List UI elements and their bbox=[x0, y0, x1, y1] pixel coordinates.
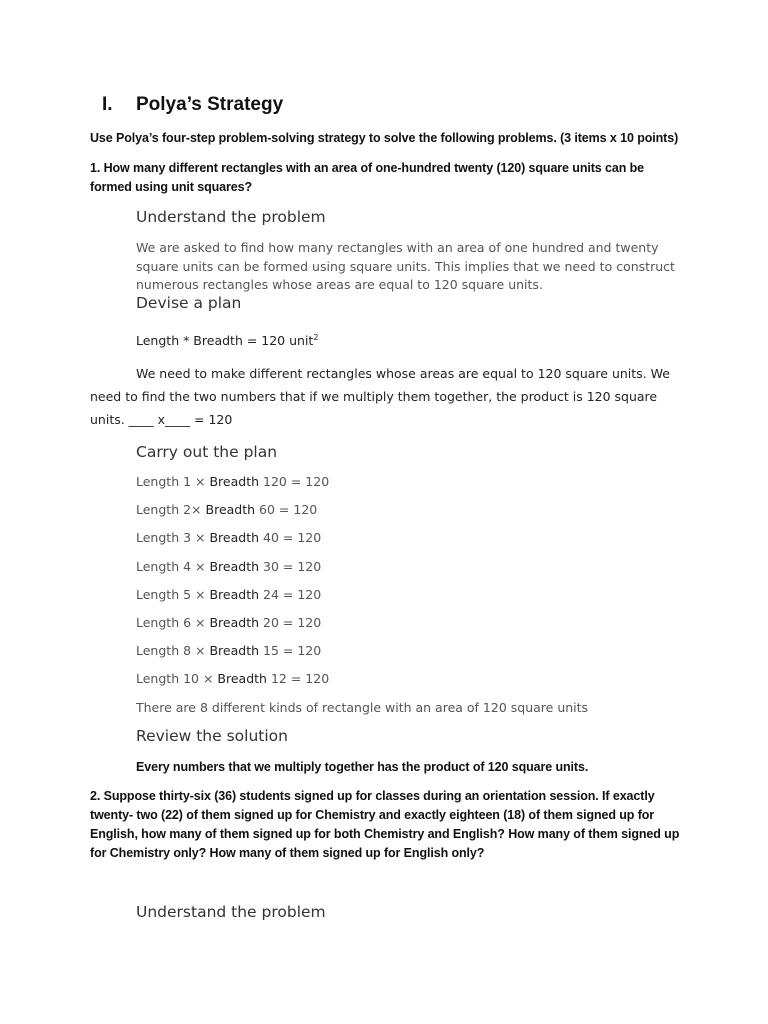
review-text: Every numbers that we multiply together has the product of 120 square units. bbox=[136, 760, 589, 774]
devise-para-line: We need to make different rectangles whose areas are equal to 120 square units. We bbox=[136, 366, 670, 381]
carry-conclusion: There are 8 different kinds of rectangle with an area of 120 square units bbox=[136, 700, 589, 715]
understand-heading-2: Understand the problem bbox=[136, 903, 326, 921]
carry-row: Length 2× Breadth 60 = 120 bbox=[136, 502, 318, 517]
problem2-line: English, how many of them signed up for both Chemistry and English? How many of them signed up bbox=[90, 827, 680, 841]
devise-formula bbox=[136, 333, 318, 348]
problem1-line1: 1. How many different rectangles with an area of one-hundred twenty (120) square units can be bbox=[90, 161, 645, 175]
section-title-text: Polya’s Strategy bbox=[136, 94, 284, 115]
problem2-line: twenty- two (22) of them signed up for Chemistry and exactly eighteen (18) of them signed up for bbox=[90, 808, 655, 822]
understand1-line: square units can be formed using square units. This implies that we need to construct bbox=[136, 259, 675, 274]
carry-row: Length 4 × Breadth 30 = 120 bbox=[136, 559, 322, 574]
section-number: I. bbox=[102, 94, 113, 115]
problem2-line: for Chemistry only? How many of them signed up for English only? bbox=[90, 846, 485, 860]
carry-row: Length 8 × Breadth 15 = 120 bbox=[136, 643, 322, 658]
devise-para-line: units. ____ x____ = 120 bbox=[90, 412, 233, 427]
devise-para-line: need to find the two numbers that if we multiply them together, the product is 120 square bbox=[90, 389, 658, 404]
carry-row: Length 3 × Breadth 40 = 120 bbox=[136, 530, 322, 545]
understand1-line: numerous rectangles whose areas are equal to 120 square units. bbox=[136, 277, 543, 292]
carry-row: Length 6 × Breadth 20 = 120 bbox=[136, 615, 322, 630]
formula-text: Length * Breadth = 120 unit bbox=[136, 333, 314, 348]
formula-superscript: 2 bbox=[313, 332, 319, 342]
devise-heading: Devise a plan bbox=[136, 294, 242, 312]
problem1-line2: formed using unit squares? bbox=[90, 180, 252, 194]
section-title bbox=[102, 94, 283, 116]
carry-row: Length 5 × Breadth 24 = 120 bbox=[136, 587, 322, 602]
review-heading: Review the solution bbox=[136, 727, 288, 745]
understand1-line: We are asked to find how many rectangles with an area of one hundred and twenty bbox=[136, 240, 659, 255]
instruction-text: Use Polya’s four-step problem-solving strategy to solve the following problems. (3 items x 10 points) bbox=[90, 131, 679, 145]
carry-row: Length 1 × Breadth 120 = 120 bbox=[136, 474, 330, 489]
problem2-line: 2. Suppose thirty-six (36) students signed up for classes during an orientation session. If exactly bbox=[90, 789, 655, 803]
understand-heading-1: Understand the problem bbox=[136, 208, 326, 226]
carry-row: Length 10 × Breadth 12 = 120 bbox=[136, 671, 330, 686]
carry-heading: Carry out the plan bbox=[136, 443, 278, 461]
